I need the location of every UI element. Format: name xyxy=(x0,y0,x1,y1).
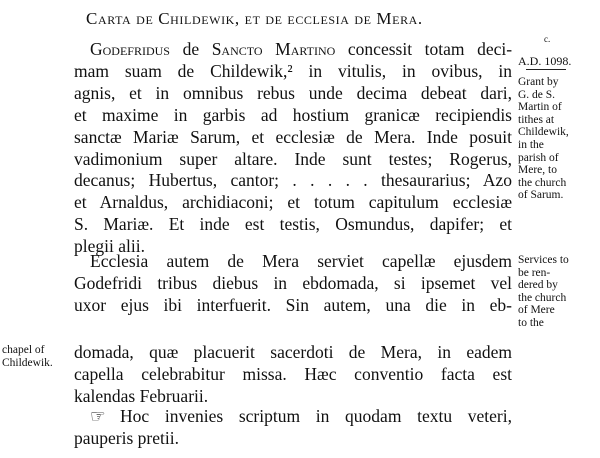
date-rule xyxy=(526,69,566,70)
text-line: sanctæ Mariæ Sarum, et ecclesiæ de Mera. Inde posuit xyxy=(74,126,512,147)
side-note-grant xyxy=(518,76,569,202)
lead-name: Godefridus xyxy=(90,39,170,59)
line-text: concessit totam deci- xyxy=(347,39,513,59)
paragraph-services-cont xyxy=(74,342,512,408)
text-line: et maxime in garbis ad hostium granicæ recipiendis xyxy=(74,104,512,125)
date-note xyxy=(518,34,572,69)
side-note-line: of Sarum. xyxy=(518,189,564,202)
side-note-line: Grant by xyxy=(518,76,559,88)
side-note-line: Mere, to xyxy=(518,164,557,177)
text-line: domada, quæ placuerit sacerdoti de Mera, in eadem xyxy=(74,342,512,362)
text-line: plegii alii. xyxy=(74,236,145,257)
lead-de: de xyxy=(182,39,200,59)
side-note-line: chapel of xyxy=(2,344,45,356)
side-note-line: the church xyxy=(518,176,567,189)
side-note-line: to the xyxy=(518,316,544,329)
text-line: Godefridi tribus diebus in ebdomada, si ipsemet vel xyxy=(74,272,512,293)
side-note-line: in the xyxy=(518,138,544,151)
side-note-line: of Mere xyxy=(518,304,555,317)
pointing-hand-icon: ☞ xyxy=(90,406,106,426)
text-line: S. Mariæ. Et inde est testis, Osmundus, dapifer; et xyxy=(74,214,512,235)
side-note-chapel xyxy=(2,344,53,369)
side-note-line: the church xyxy=(518,291,567,304)
page-title: Carta de Childewik, et de ecclesia de Mera. xyxy=(86,9,423,28)
text-line: decanus; Hubertus, cantor; . . . . . thesaurarius; Azo xyxy=(74,170,512,191)
text-line: agnis, et in omnibus rebus unde decima debeat dari, xyxy=(74,82,512,103)
side-note-line: dered by xyxy=(518,279,558,292)
side-note-line: Childewik, xyxy=(518,126,569,139)
text-line xyxy=(74,406,512,428)
side-note-line: be ren- xyxy=(518,266,551,279)
date-text: A.D. 1098. xyxy=(518,54,572,68)
side-note-line: parish of xyxy=(518,151,559,164)
side-note-line: Childewik. xyxy=(2,356,53,369)
date-circa: c. xyxy=(544,34,551,44)
side-note-line: tithes at xyxy=(518,113,555,126)
side-note-line: G. de S. xyxy=(518,88,556,101)
paragraph-grant xyxy=(74,39,512,258)
text-line: mam suam de Childewik,² in vitulis, in ovibus, in xyxy=(74,60,512,81)
text-line: Ecclesia autem de Mera serviet capellæ ejusdem xyxy=(90,251,512,271)
line-text: Hoc invenies scriptum in quodam textu veteri, xyxy=(120,406,512,426)
side-note-line: Services to xyxy=(518,254,569,266)
text-line: uxor ejus ibi interfuerit. Sin autem, una die in eb- xyxy=(74,294,512,315)
text-line xyxy=(74,39,512,61)
side-note-services xyxy=(518,254,569,330)
text-line: kalendas Februarii. xyxy=(74,385,209,406)
text-line: capella celebrabitur missa. Hæc conventio facta est xyxy=(74,363,512,384)
paragraph-note xyxy=(74,406,512,450)
text-line: et Arnaldus, archidiaconi; et totum capitulum ecclesiæ xyxy=(74,192,512,213)
text-line: vadimonium super altare. Inde sunt testes; Rogerus, xyxy=(74,148,512,169)
side-note-line: Martin of xyxy=(518,101,562,114)
lead-place: Sancto Martino xyxy=(211,39,336,59)
text-line: pauperis pretii. xyxy=(74,427,179,448)
paragraph-services xyxy=(74,251,512,317)
